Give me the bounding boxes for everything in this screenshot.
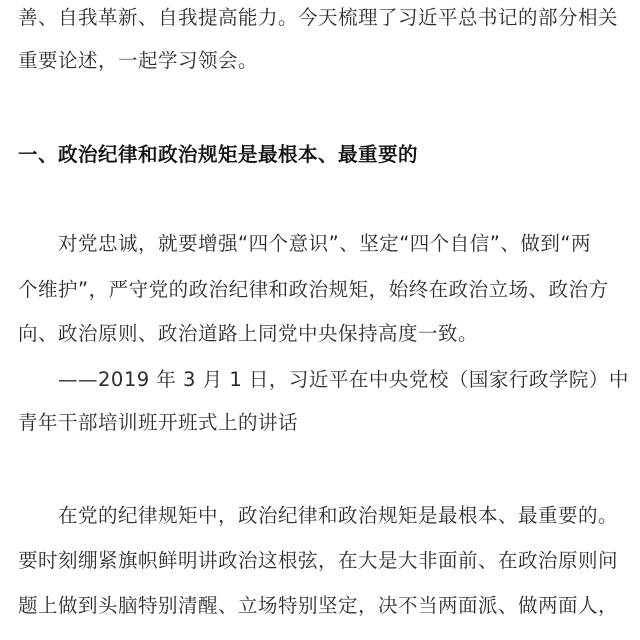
intro-line-1: 善、自我革新、自我提高能力。今天梳理了习近平总书记的部分相关 [18, 6, 619, 29]
quote-1-line-1: 对党忠诚，就要增强“四个意识”、坚定“四个自信”、做到“两 [58, 232, 592, 255]
source-1-line-2: 青年干部培训班开班式上的讲话 [18, 411, 299, 434]
quote-2-line-3: 题上做到头脑特别清醒、立场特别坚定，决不当两面派、做两面人， [18, 594, 619, 617]
intro-line-2: 重要论述，一起学习领会。 [18, 49, 259, 72]
quote-2-line-2: 要时刻绷紧旗帜鲜明讲政治这根弦，在大是大非面前、在政治原则问 [18, 549, 619, 572]
quote-2-line-1: 在党的纪律规矩中，政治纪律和政治规矩是最根本、最重要的。 [58, 504, 619, 527]
quote-1-line-2: 个维护”，严守党的政治纪律和政治规矩，始终在政治立场、政治方 [18, 278, 609, 301]
quote-1-line-3: 向、政治原则、政治道路上同党中央保持高度一致。 [18, 322, 479, 345]
source-1-line-1: ——2019 年 3 月 1 日，习近平在中央党校（国家行政学院）中 [58, 368, 629, 391]
section-heading: 一、政治纪律和政治规矩是最根本、最重要的 [18, 143, 419, 166]
